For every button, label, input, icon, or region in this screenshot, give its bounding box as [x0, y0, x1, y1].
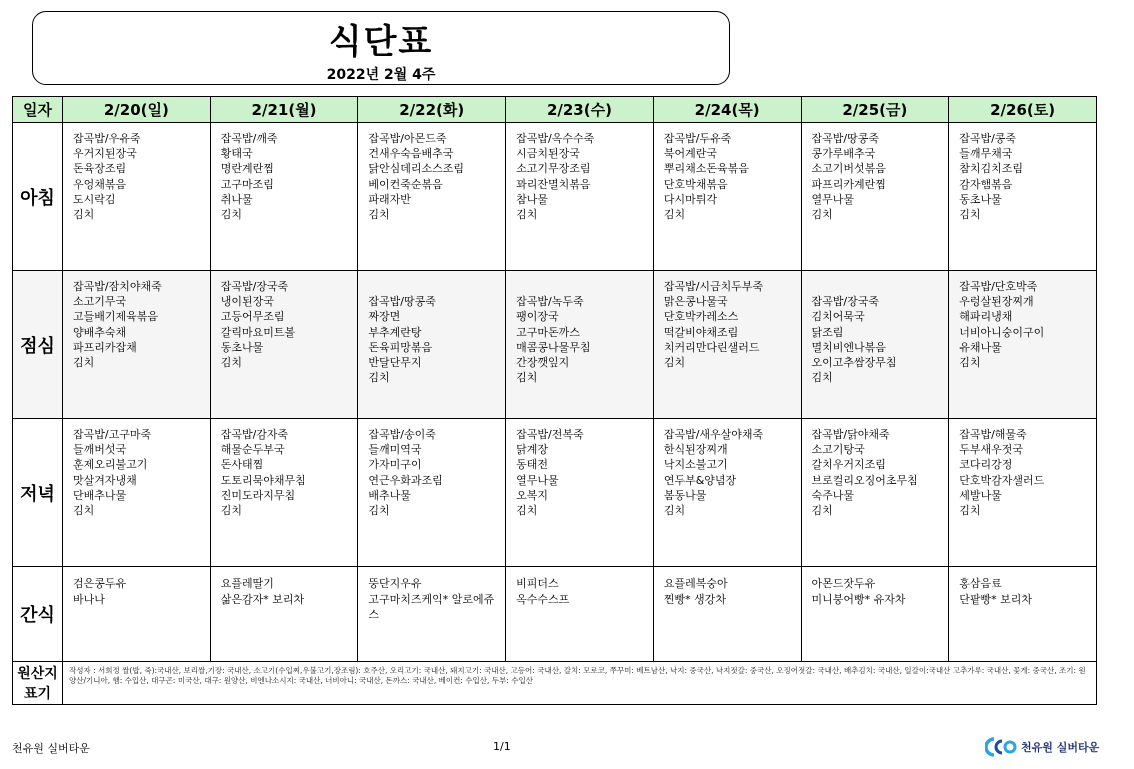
snack-item: 옥수수스프 [516, 592, 570, 606]
menu-cell [63, 123, 211, 271]
menu-item: 취나물 [220, 192, 253, 206]
menu-item: 꽈리잔멸치볶음 [516, 177, 591, 191]
footer-org-name: 천유원 실버타운 [12, 742, 90, 755]
snack-item: 삶은감자* 보리차 [220, 592, 305, 606]
menu-item: 가자미구이 [368, 458, 422, 472]
menu-item: 세발나물 [959, 488, 1002, 502]
menu-item: 치커리만다린샐러드 [663, 340, 760, 354]
menu-item: 갈치우거지조림 [811, 458, 886, 472]
menu-cell [506, 123, 654, 271]
menu-item [368, 279, 501, 294]
snack-cell [949, 567, 1097, 662]
snack-item: 뚱단지우유 [368, 577, 422, 590]
menu-item: 감자햄볶음 [959, 177, 1013, 191]
menu-item: 코다리강정 [959, 458, 1013, 472]
meal-row [13, 271, 1097, 419]
menu-item [516, 279, 649, 294]
footer-logo [985, 736, 1099, 758]
menu-item: 김치 [73, 208, 95, 222]
menu-item: 김치 [811, 208, 833, 222]
origin-text: 작성자 : 서희정 쌀(밥, 죽):국내산, 보리쌀,기장: 국내산, 소고기(수입찌,우불고기,장조림): 호주산, 오리고기: 국내산, 돼지고기: 국내산, 고등어: 국내산, 갈치: 모로코, 쭈꾸미: 베트남산, 낙지: 중국산, 낙지젓갈: 중국산, 오징어젓갈: 국내산, 배추김치: 국내산, 일갈이:국내산 고추가루: 국내산, 꽃게: 중국산, 조기: 원양산/기니아, 햄: 수입산, 대구곤: 미국산, 대구: 원양산, 비엔나소시지: 국내산, 너비아니: 국내산, 돈까스: 국내산, 베이컨: 수입산, 두부: 수입산 [63, 662, 1097, 705]
snack-item: 아몬드잣두유 [811, 577, 876, 590]
menu-item: 파프리카잡채 [73, 340, 137, 354]
menu-cell [210, 419, 358, 567]
brand-logo-icon [985, 736, 1019, 758]
menu-cell [801, 123, 949, 271]
snack-item: 바나나 [73, 592, 105, 606]
menu-item: 명란계란찜 [220, 162, 274, 176]
menu-item: 오이고추쌈장무침 [811, 356, 897, 370]
snack-cell [210, 567, 358, 662]
menu-item: 잡곡밥/장국죽 [811, 295, 879, 309]
menu-item: 양배추숙채 [73, 325, 127, 339]
menu-item: 다시마튀각 [663, 192, 717, 206]
menu-cell [63, 271, 211, 419]
menu-item: 열무나물 [516, 473, 559, 487]
menu-item: 참나물 [516, 192, 548, 206]
day-header: 2/25(금) [801, 97, 949, 123]
menu-item: 냉이된장국 [220, 295, 274, 309]
snack-cell [63, 567, 211, 662]
menu-item: 부추계란탕 [368, 325, 422, 339]
menu-item: 닭계장 [516, 443, 548, 457]
menu-item: 김치 [220, 356, 242, 370]
menu-item: 잡곡밥/땅콩죽 [368, 295, 436, 309]
menu-item: 잡곡밥/아몬드죽 [368, 132, 447, 145]
snack-cell [506, 567, 654, 662]
menu-item: 유채나물 [959, 340, 1002, 354]
menu-cell [358, 419, 506, 567]
origin-label: 원산지 표기 [13, 662, 63, 705]
menu-item: 맛살겨자냉채 [73, 473, 137, 487]
meal-label: 아침 [13, 123, 63, 271]
menu-item: 베이컨죽순볶음 [368, 177, 443, 191]
menu-item: 우렁살된장찌개 [959, 295, 1034, 309]
menu-item: 김치 [220, 504, 242, 518]
page-number: 1/1 [493, 740, 511, 753]
menu-item: 잡곡밥/두유죽 [663, 132, 732, 145]
menu-item: 잡곡밥/옥수수죽 [516, 132, 595, 145]
day-header: 2/22(화) [358, 97, 506, 123]
menu-item: 김치 [368, 208, 390, 222]
meal-row [13, 123, 1097, 271]
menu-cell [949, 419, 1097, 567]
day-header: 2/24(목) [653, 97, 801, 123]
menu-item: 소고기무장조림 [516, 162, 591, 176]
snack-item: 스 [368, 608, 380, 621]
menu-item: 고등어무조림 [220, 310, 285, 324]
menu-item: 단호박카레소스 [663, 310, 739, 324]
menu-item: 잡곡밥/해물죽 [959, 428, 1027, 441]
menu-item: 너비아니숭이구이 [959, 325, 1045, 339]
menu-item: 김치 [663, 504, 686, 518]
menu-item: 멸치비엔나볶음 [811, 340, 886, 354]
day-header: 2/23(수) [506, 97, 654, 123]
menu-item: 닭안심데리소스조림 [368, 162, 465, 176]
menu-item: 김치 [368, 504, 390, 518]
menu-item: 파프리카계란찜 [811, 177, 886, 191]
menu-item: 닭조림 [811, 325, 844, 339]
menu-item: 오복지 [516, 488, 548, 502]
menu-item: 잡곡밥/닭야채죽 [811, 428, 890, 441]
menu-item: 들깨미역국 [368, 443, 422, 457]
menu-item [812, 279, 945, 294]
day-header: 2/20(일) [63, 97, 211, 123]
menu-item: 동태전 [516, 458, 548, 472]
menu-item: 맑은콩나물국 [663, 295, 728, 309]
menu-item: 봄동나물 [663, 488, 707, 502]
menu-item: 단호박채볶음 [663, 177, 728, 191]
menu-item: 잡곡밥/새우살야채죽 [663, 428, 764, 441]
menu-item: 잡곡밥/고구마죽 [73, 428, 152, 441]
page-subtitle: 2022년 2월 4주 [326, 67, 436, 83]
menu-item: 간장깻잎지 [516, 356, 570, 370]
menu-item: 김치 [811, 371, 833, 385]
menu-item: 건새우숙음배추국 [368, 147, 454, 161]
snack-item: 찐빵* 생강차 [663, 592, 726, 606]
origin-row [13, 662, 1097, 705]
menu-item: 김치 [959, 208, 981, 222]
menu-item: 배추나물 [368, 488, 411, 502]
menu-item: 열무나물 [811, 192, 855, 206]
menu-item: 단호박감자샐러드 [959, 473, 1045, 487]
menu-item: 들깨무채국 [959, 147, 1013, 161]
day-header: 2/26(토) [949, 97, 1097, 123]
snack-item: 검은콩두유 [73, 577, 127, 590]
menu-cell [358, 271, 506, 419]
menu-item: 잡곡밥/감자죽 [220, 428, 289, 441]
menu-item: 김치 [663, 208, 686, 222]
meal-row [13, 419, 1097, 567]
menu-cell [210, 123, 358, 271]
snack-item: 미니붕어빵* 유자차 [811, 592, 906, 606]
menu-cell [506, 271, 654, 419]
menu-item: 훈제오리불고기 [73, 458, 148, 472]
menu-item: 잡곡밥/시금치두부죽 [663, 280, 764, 293]
menu-item: 잡곡밥/전복죽 [516, 428, 584, 441]
menu-item: 김치 [663, 356, 686, 370]
menu-item: 김치어묵국 [811, 310, 865, 324]
menu-item: 단배추나물 [73, 488, 127, 502]
menu-item: 김치 [73, 504, 95, 518]
snack-item: 비피더스 [516, 577, 559, 590]
menu-item: 떡갈비야채조림 [663, 325, 739, 339]
menu-item: 소고기무국 [73, 295, 127, 309]
menu-cell [653, 271, 801, 419]
menu-item: 김치 [959, 504, 981, 518]
menu-cell [949, 271, 1097, 419]
snack-item: 요플레복숭아 [663, 577, 728, 590]
menu-item: 김치 [73, 356, 95, 370]
menu-item: 갈릭마요미트볼 [220, 325, 296, 339]
menu-item: 반달단무지 [368, 356, 422, 370]
menu-cell [653, 123, 801, 271]
menu-item: 북어계란국 [663, 147, 717, 161]
menu-item: 고구마돈까스 [516, 325, 580, 339]
menu-cell [653, 419, 801, 567]
menu-item: 김치 [959, 356, 981, 370]
snack-cell [653, 567, 801, 662]
menu-item: 진미도라지무침 [220, 488, 296, 502]
menu-item: 김치 [516, 504, 538, 518]
snack-row [13, 567, 1097, 662]
menu-item: 김치 [220, 208, 242, 222]
title-box [32, 11, 730, 85]
menu-item: 돈육장조림 [73, 162, 127, 176]
menu-item: 동초나물 [220, 340, 264, 354]
menu-cell [210, 271, 358, 419]
menu-item: 도토리묵야채무침 [220, 473, 306, 487]
menu-item: 잡곡밥/우유죽 [73, 132, 141, 145]
meal-label-snack: 간식 [13, 567, 63, 662]
menu-cell [801, 271, 949, 419]
menu-item: 동초나물 [959, 192, 1002, 206]
menu-item: 도시락김 [73, 192, 116, 206]
menu-cell [949, 123, 1097, 271]
menu-item: 우거지된장국 [73, 147, 137, 161]
snack-item: 요플레딸기 [220, 577, 274, 590]
menu-item: 매콤콩나물무침 [516, 340, 591, 354]
menu-item: 돈사태찜 [220, 458, 264, 472]
menu-item: 김치 [516, 371, 538, 385]
menu-item: 고들배기제육볶음 [73, 310, 159, 324]
menu-item: 참치김치조림 [959, 162, 1023, 176]
meal-label: 저녁 [13, 419, 63, 567]
menu-item: 잡곡밥/콩죽 [959, 132, 1017, 145]
menu-item: 파래자반 [368, 192, 411, 206]
menu-item: 연근우화과조림 [368, 473, 443, 487]
menu-item: 소고기탕국 [811, 443, 865, 457]
snack-item: 고구마치즈케익* 알로에쥬 [368, 592, 495, 606]
menu-cell [63, 419, 211, 567]
menu-item: 고구마조림 [220, 177, 274, 191]
menu-item: 콩가루배추국 [811, 147, 876, 161]
menu-item: 브로컬리오징어초무침 [811, 473, 918, 487]
menu-item: 황태국 [220, 147, 253, 161]
menu-item: 잡곡밥/송이죽 [368, 428, 436, 441]
menu-item: 우엉채볶음 [73, 177, 127, 191]
menu-item: 해파리냉채 [959, 310, 1013, 324]
footer-brand: 천유원 실버타운 [1021, 741, 1100, 754]
corner-label: 일자 [13, 97, 63, 123]
menu-item: 잡곡밥/녹두죽 [516, 295, 584, 309]
menu-item: 잡곡밥/깨죽 [220, 132, 278, 145]
snack-item: 홍삼음료 [959, 577, 1002, 590]
menu-item: 김치 [516, 208, 538, 222]
header-row [13, 97, 1097, 123]
menu-item: 김치 [368, 371, 390, 385]
menu-table [12, 96, 1097, 705]
menu-item: 두부새우젓국 [959, 443, 1023, 457]
menu-item: 김치 [811, 504, 833, 518]
menu-item: 낙지소불고기 [663, 458, 728, 472]
day-header: 2/21(월) [210, 97, 358, 123]
menu-item: 돈육피망볶음 [368, 340, 433, 354]
menu-item: 들깨버섯국 [73, 443, 127, 457]
menu-cell [801, 419, 949, 567]
page-title: 식단표 [328, 22, 434, 62]
menu-item: 시금치된장국 [516, 147, 580, 161]
snack-cell [801, 567, 949, 662]
menu-item: 연두부&양념장 [663, 473, 737, 487]
menu-item: 한식된장찌개 [663, 443, 728, 457]
menu-item: 팽이장국 [516, 310, 559, 324]
meal-label: 점심 [13, 271, 63, 419]
menu-item: 해물순두부국 [220, 443, 285, 457]
menu-item: 잡곡밥/단호박죽 [959, 280, 1038, 293]
menu-cell [358, 123, 506, 271]
menu-item: 짜장면 [368, 310, 401, 324]
menu-cell [506, 419, 654, 567]
menu-item: 잡곡밥/땅콩죽 [811, 132, 879, 145]
snack-item: 단팥빵* 보리차 [959, 592, 1032, 606]
menu-item: 잡곡밥/잠치야채죽 [73, 280, 162, 293]
menu-item: 숙주나물 [811, 488, 855, 502]
menu-item: 소고기버섯볶음 [811, 162, 886, 176]
menu-item: 뿌리채소돈육볶음 [663, 162, 749, 176]
menu-item: 잡곡밥/장국죽 [220, 280, 289, 293]
snack-cell [358, 567, 506, 662]
